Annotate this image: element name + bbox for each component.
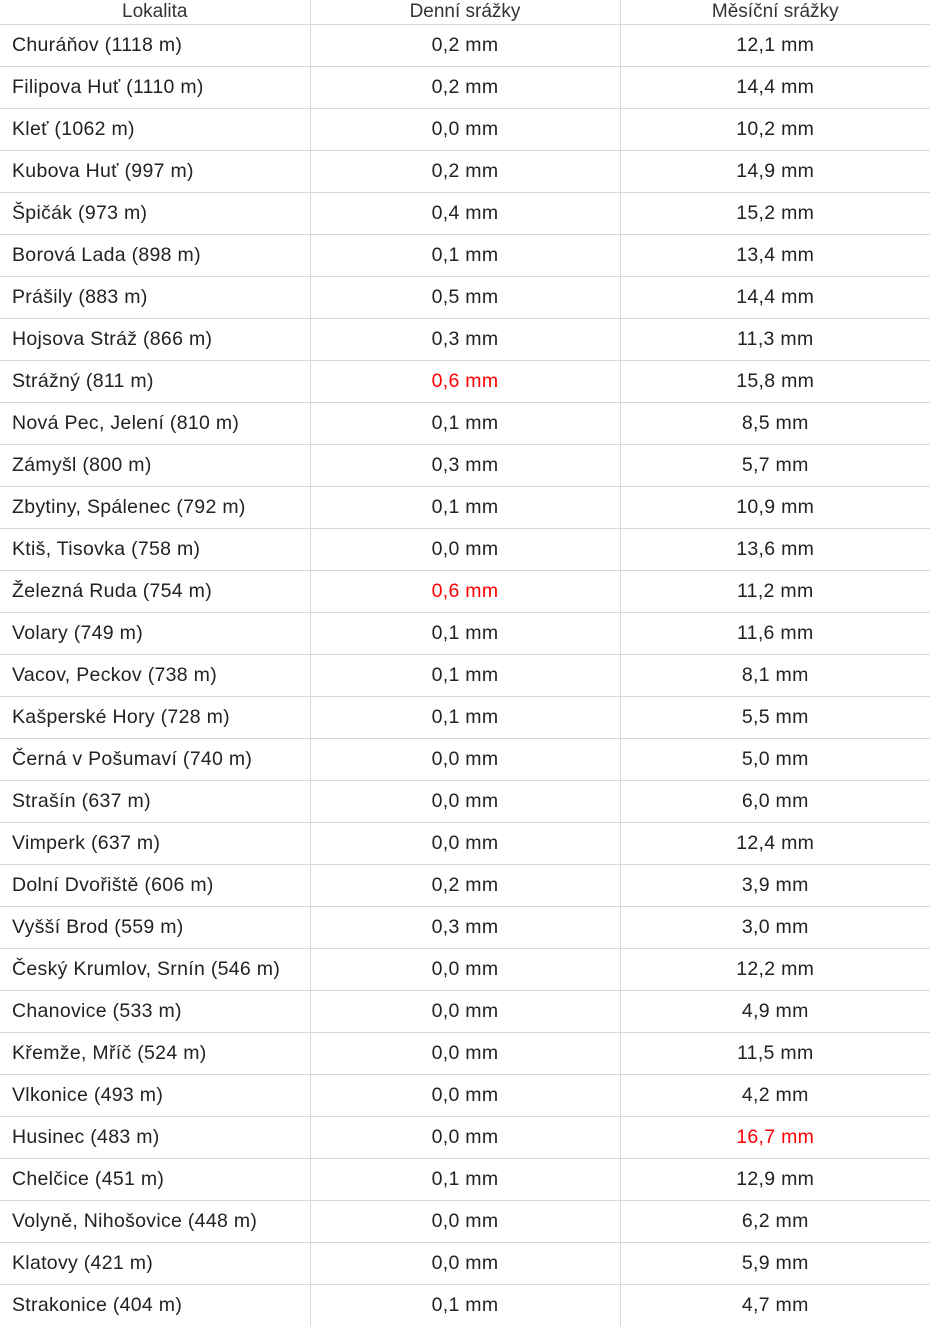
monthly-precipitation-cell: 11,3 mm bbox=[620, 319, 930, 361]
table-row bbox=[0, 529, 930, 571]
location-cell: Zámyšl (800 m) bbox=[0, 445, 310, 487]
location-cell: Klatovy (421 m) bbox=[0, 1243, 310, 1285]
daily-precipitation-cell: 0,0 mm bbox=[310, 949, 620, 991]
location-cell: Vacov, Peckov (738 m) bbox=[0, 655, 310, 697]
location-cell: Chelčice (451 m) bbox=[0, 1159, 310, 1201]
daily-precipitation-cell: 0,6 mm bbox=[310, 571, 620, 613]
column-header-monthly-precipitation: Měsíční srážky bbox=[620, 0, 930, 25]
monthly-precipitation-cell: 6,0 mm bbox=[620, 781, 930, 823]
table-row bbox=[0, 907, 930, 949]
column-header-daily-precipitation: Denní srážky bbox=[310, 0, 620, 25]
location-cell: Špičák (973 m) bbox=[0, 193, 310, 235]
monthly-precipitation-cell: 12,1 mm bbox=[620, 25, 930, 67]
location-cell: Železná Ruda (754 m) bbox=[0, 571, 310, 613]
monthly-precipitation-cell: 12,2 mm bbox=[620, 949, 930, 991]
table-row bbox=[0, 1033, 930, 1075]
monthly-precipitation-cell: 8,1 mm bbox=[620, 655, 930, 697]
location-cell: Strašín (637 m) bbox=[0, 781, 310, 823]
table-header bbox=[0, 0, 930, 25]
table-row bbox=[0, 1201, 930, 1243]
table-row bbox=[0, 319, 930, 361]
daily-precipitation-cell: 0,3 mm bbox=[310, 445, 620, 487]
monthly-precipitation-cell: 6,2 mm bbox=[620, 1201, 930, 1243]
monthly-precipitation-cell: 13,6 mm bbox=[620, 529, 930, 571]
location-cell: Ktiš, Tisovka (758 m) bbox=[0, 529, 310, 571]
location-cell: Filipova Huť (1110 m) bbox=[0, 67, 310, 109]
location-cell: Křemže, Mříč (524 m) bbox=[0, 1033, 310, 1075]
daily-precipitation-cell: 0,0 mm bbox=[310, 1075, 620, 1117]
monthly-precipitation-cell: 3,9 mm bbox=[620, 865, 930, 907]
daily-precipitation-cell: 0,0 mm bbox=[310, 781, 620, 823]
column-header-location: Lokalita bbox=[0, 0, 310, 25]
location-cell: Kubova Huť (997 m) bbox=[0, 151, 310, 193]
table-row bbox=[0, 361, 930, 403]
monthly-precipitation-cell: 8,5 mm bbox=[620, 403, 930, 445]
table-row bbox=[0, 403, 930, 445]
table-row bbox=[0, 235, 930, 277]
monthly-precipitation-cell: 15,8 mm bbox=[620, 361, 930, 403]
monthly-precipitation-cell: 4,2 mm bbox=[620, 1075, 930, 1117]
daily-precipitation-cell: 0,1 mm bbox=[310, 1159, 620, 1201]
monthly-precipitation-cell: 13,4 mm bbox=[620, 235, 930, 277]
monthly-precipitation-cell: 5,9 mm bbox=[620, 1243, 930, 1285]
location-cell: Černá v Pošumaví (740 m) bbox=[0, 739, 310, 781]
table-row bbox=[0, 655, 930, 697]
location-cell: Hojsova Stráž (866 m) bbox=[0, 319, 310, 361]
daily-precipitation-cell: 0,1 mm bbox=[310, 487, 620, 529]
table-row bbox=[0, 991, 930, 1033]
monthly-precipitation-cell: 12,4 mm bbox=[620, 823, 930, 865]
table-body bbox=[0, 25, 930, 1326]
table-row bbox=[0, 781, 930, 823]
table-row bbox=[0, 277, 930, 319]
location-cell: Zbytiny, Spálenec (792 m) bbox=[0, 487, 310, 529]
table-row bbox=[0, 1159, 930, 1201]
table-row bbox=[0, 445, 930, 487]
location-cell: Volyně, Nihošovice (448 m) bbox=[0, 1201, 310, 1243]
location-cell: Dolní Dvořiště (606 m) bbox=[0, 865, 310, 907]
daily-precipitation-cell: 0,1 mm bbox=[310, 697, 620, 739]
monthly-precipitation-cell: 5,5 mm bbox=[620, 697, 930, 739]
table-row bbox=[0, 1285, 930, 1326]
table-row bbox=[0, 193, 930, 235]
table-row bbox=[0, 151, 930, 193]
table-row bbox=[0, 1243, 930, 1285]
table-row bbox=[0, 865, 930, 907]
monthly-precipitation-cell: 11,5 mm bbox=[620, 1033, 930, 1075]
location-cell: Borová Lada (898 m) bbox=[0, 235, 310, 277]
monthly-precipitation-cell: 4,9 mm bbox=[620, 991, 930, 1033]
table-row bbox=[0, 571, 930, 613]
monthly-precipitation-cell: 11,6 mm bbox=[620, 613, 930, 655]
daily-precipitation-cell: 0,0 mm bbox=[310, 1117, 620, 1159]
daily-precipitation-cell: 0,1 mm bbox=[310, 235, 620, 277]
table-row bbox=[0, 613, 930, 655]
location-cell: Husinec (483 m) bbox=[0, 1117, 310, 1159]
table-row bbox=[0, 949, 930, 991]
table-row bbox=[0, 1075, 930, 1117]
table-row bbox=[0, 697, 930, 739]
monthly-precipitation-cell: 5,7 mm bbox=[620, 445, 930, 487]
daily-precipitation-cell: 0,0 mm bbox=[310, 1243, 620, 1285]
location-cell: Vimperk (637 m) bbox=[0, 823, 310, 865]
header-row bbox=[0, 0, 930, 25]
table-row bbox=[0, 739, 930, 781]
daily-precipitation-cell: 0,0 mm bbox=[310, 1033, 620, 1075]
monthly-precipitation-cell: 4,7 mm bbox=[620, 1285, 930, 1326]
location-cell: Churáňov (1118 m) bbox=[0, 25, 310, 67]
location-cell: Nová Pec, Jelení (810 m) bbox=[0, 403, 310, 445]
daily-precipitation-cell: 0,0 mm bbox=[310, 529, 620, 571]
table-row bbox=[0, 1117, 930, 1159]
monthly-precipitation-cell: 5,0 mm bbox=[620, 739, 930, 781]
monthly-precipitation-cell: 3,0 mm bbox=[620, 907, 930, 949]
location-cell: Prášily (883 m) bbox=[0, 277, 310, 319]
table-row bbox=[0, 487, 930, 529]
monthly-precipitation-cell: 10,2 mm bbox=[620, 109, 930, 151]
monthly-precipitation-cell: 14,4 mm bbox=[620, 67, 930, 109]
monthly-precipitation-cell: 16,7 mm bbox=[620, 1117, 930, 1159]
daily-precipitation-cell: 0,0 mm bbox=[310, 991, 620, 1033]
daily-precipitation-cell: 0,2 mm bbox=[310, 67, 620, 109]
daily-precipitation-cell: 0,4 mm bbox=[310, 193, 620, 235]
location-cell: Vyšší Brod (559 m) bbox=[0, 907, 310, 949]
location-cell: Strakonice (404 m) bbox=[12, 1294, 183, 1316]
monthly-precipitation-cell: 11,2 mm bbox=[620, 571, 930, 613]
monthly-precipitation-cell: 14,4 mm bbox=[620, 277, 930, 319]
location-cell: Kašperské Hory (728 m) bbox=[0, 697, 310, 739]
daily-precipitation-cell: 0,2 mm bbox=[310, 865, 620, 907]
location-cell: Strážný (811 m) bbox=[0, 361, 310, 403]
daily-precipitation-cell: 0,3 mm bbox=[310, 319, 620, 361]
daily-precipitation-cell: 0,6 mm bbox=[310, 361, 620, 403]
daily-precipitation-cell: 0,2 mm bbox=[310, 151, 620, 193]
daily-precipitation-cell: 0,0 mm bbox=[310, 109, 620, 151]
daily-precipitation-cell: 0,1 mm bbox=[310, 613, 620, 655]
monthly-precipitation-cell: 12,9 mm bbox=[620, 1159, 930, 1201]
daily-precipitation-cell: 0,0 mm bbox=[310, 823, 620, 865]
location-cell: Vlkonice (493 m) bbox=[0, 1075, 310, 1117]
daily-precipitation-cell: 0,0 mm bbox=[310, 1201, 620, 1243]
daily-precipitation-cell: 0,2 mm bbox=[310, 25, 620, 67]
table-row bbox=[0, 67, 930, 109]
daily-precipitation-cell: 0,5 mm bbox=[310, 277, 620, 319]
table-row bbox=[0, 823, 930, 865]
location-cell: Český Krumlov, Srnín (546 m) bbox=[0, 949, 310, 991]
daily-precipitation-cell: 0,3 mm bbox=[310, 907, 620, 949]
location-cell: Volary (749 m) bbox=[0, 613, 310, 655]
location-cell: Kleť (1062 m) bbox=[0, 109, 310, 151]
monthly-precipitation-cell: 15,2 mm bbox=[620, 193, 930, 235]
table-row bbox=[0, 25, 930, 67]
monthly-precipitation-cell: 10,9 mm bbox=[620, 487, 930, 529]
daily-precipitation-cell: 0,1 mm bbox=[310, 1285, 620, 1326]
daily-precipitation-cell: 0,0 mm bbox=[310, 739, 620, 781]
monthly-precipitation-cell: 14,9 mm bbox=[620, 151, 930, 193]
table-row bbox=[0, 109, 930, 151]
location-cell: Chanovice (533 m) bbox=[0, 991, 310, 1033]
daily-precipitation-cell: 0,1 mm bbox=[310, 655, 620, 697]
daily-precipitation-cell: 0,1 mm bbox=[310, 403, 620, 445]
